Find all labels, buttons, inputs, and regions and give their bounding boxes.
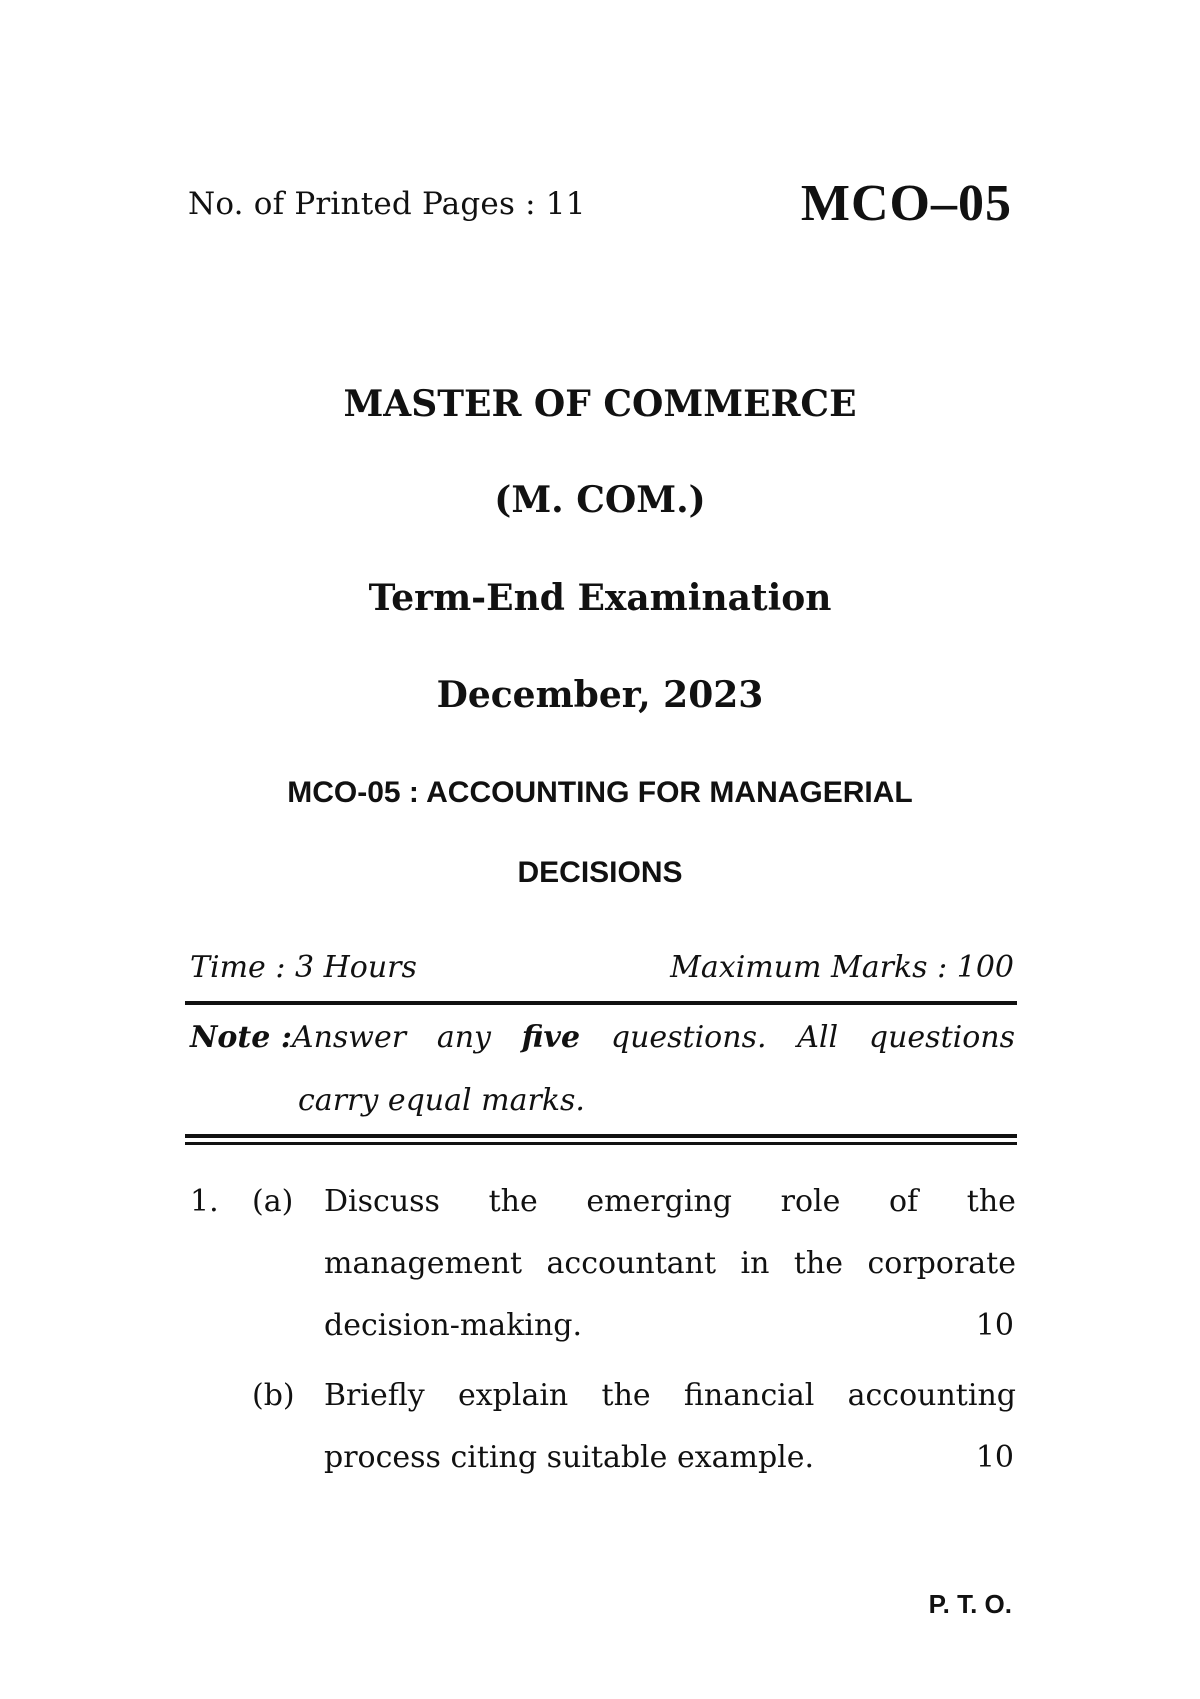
course-code: MCO–05 xyxy=(800,175,1012,232)
question-word: accounting xyxy=(847,1378,1016,1413)
question-word: emerging xyxy=(586,1184,732,1219)
question-word: the xyxy=(601,1378,651,1413)
maximum-marks: Maximum Marks : 100 xyxy=(670,950,1014,985)
question-word: the xyxy=(793,1246,844,1281)
exam-session: December, 2023 xyxy=(436,674,764,716)
question-1a-line-3: decision-making. xyxy=(324,1308,583,1343)
note-label: Note : xyxy=(190,1020,292,1055)
note-line-1 xyxy=(190,1020,1015,1055)
time-allowed: Time : 3 Hours xyxy=(190,950,417,985)
question-marks: 10 xyxy=(975,1308,1014,1343)
question-word: accountant xyxy=(546,1246,717,1281)
question-word: explain xyxy=(457,1378,569,1413)
question-1b-line-2: process citing suitable example. xyxy=(324,1440,815,1475)
question-word: the xyxy=(488,1184,538,1219)
question-word: financial xyxy=(683,1378,815,1413)
question-word: of xyxy=(889,1184,919,1219)
question-word: Briefly xyxy=(324,1378,425,1413)
question-part-label: (b) xyxy=(252,1378,295,1413)
question-word: corporate xyxy=(867,1246,1016,1281)
double-rule-top xyxy=(185,1134,1017,1138)
note-word: questions. xyxy=(610,1020,767,1055)
divider-rule xyxy=(185,1001,1017,1005)
degree-title: MASTER OF COMMERCE xyxy=(343,383,857,425)
question-word: the xyxy=(966,1184,1016,1219)
note-word: any xyxy=(436,1020,491,1055)
course-title-line-1: MCO-05 : ACCOUNTING FOR MANAGERIAL xyxy=(287,776,913,809)
exam-title: Term-End Examination xyxy=(368,577,832,619)
question-part-label: (a) xyxy=(252,1184,294,1219)
question-1b-line-1 xyxy=(324,1378,1016,1413)
note-word: questions xyxy=(868,1020,1015,1055)
question-word: in xyxy=(740,1246,770,1281)
question-word: Discuss xyxy=(324,1184,440,1219)
course-title-line-2: DECISIONS xyxy=(517,856,683,889)
please-turn-over: P. T. O. xyxy=(928,1589,1012,1619)
question-word: management xyxy=(324,1246,523,1281)
degree-abbreviation: (M. COM.) xyxy=(494,479,706,521)
note-word: All xyxy=(797,1020,839,1055)
question-marks: 10 xyxy=(975,1440,1014,1475)
note-word: Answer xyxy=(291,1020,407,1055)
question-1a-line-2 xyxy=(324,1246,1016,1281)
question-1a-line-1 xyxy=(324,1184,1016,1219)
note-line-2: carry equal marks. xyxy=(298,1083,585,1118)
question-word: role xyxy=(780,1184,841,1219)
question-number: 1. xyxy=(190,1184,219,1219)
printed-pages-count: No. of Printed Pages : 11 xyxy=(188,186,586,222)
double-rule-bottom xyxy=(185,1142,1017,1145)
note-word-emphasis: five xyxy=(521,1020,581,1055)
